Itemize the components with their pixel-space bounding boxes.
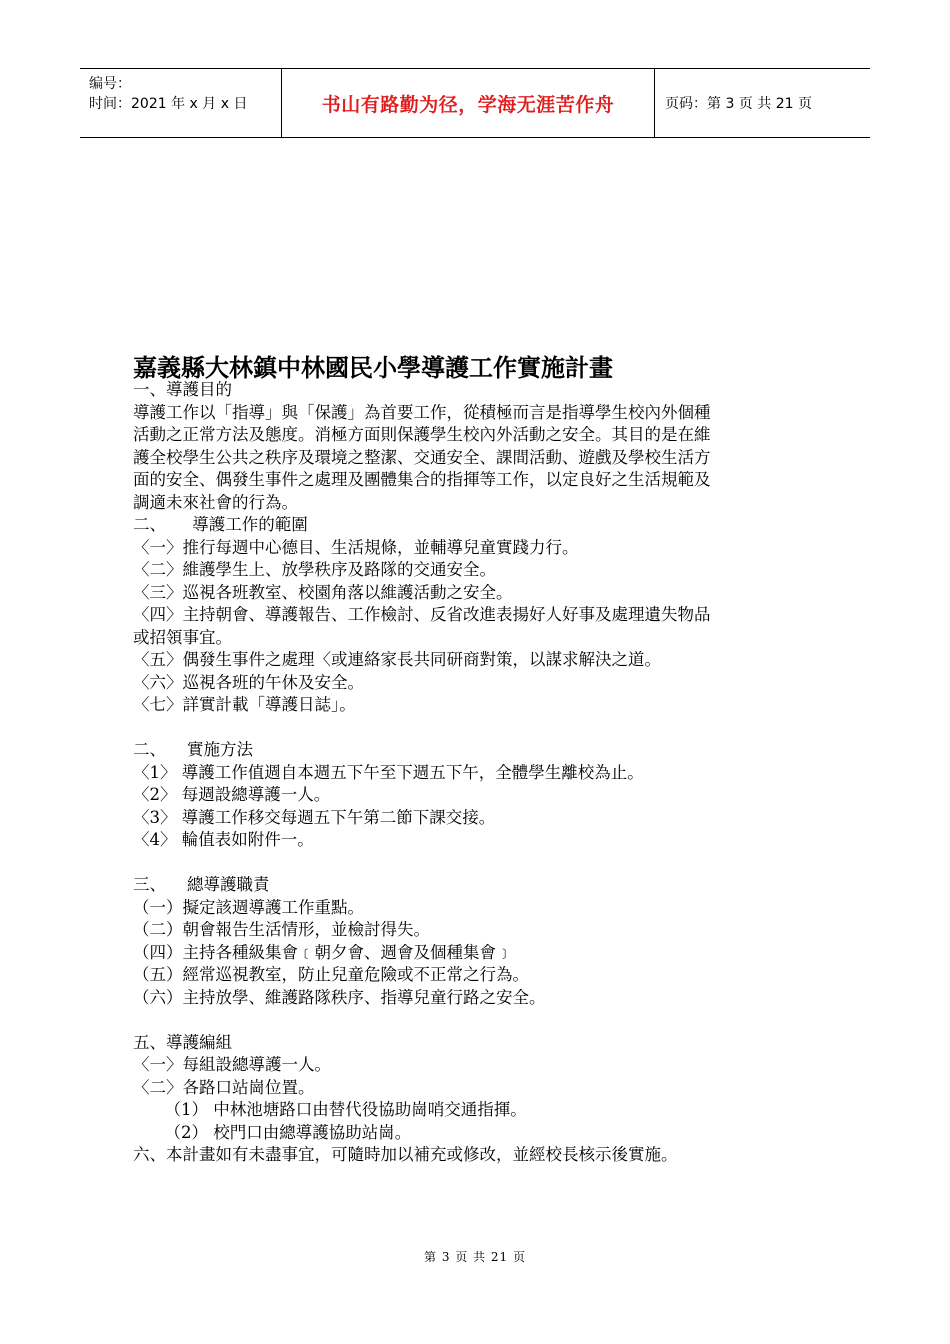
body-line: 二、 實施方法 xyxy=(133,740,253,759)
blank-line xyxy=(133,717,823,740)
header-page-info: 页码：第 3 页 共 21 页 xyxy=(665,96,812,112)
document-title: 嘉義縣大林鎮中林國民小學導護工作實施計畫 xyxy=(133,353,613,382)
body-line: 活動之正常方法及態度。消極方面則保護學生校內外活動之安全。其目的是在維 xyxy=(133,425,711,444)
body-line: 導護工作以「指導」與「保護」為首要工作，從積極而言是指導學生校內外個種 xyxy=(133,402,711,422)
body-line: 〈六〉巡視各班的午休及安全。 xyxy=(133,672,364,692)
body-line: 〈一〉每組設總導護一人。 xyxy=(133,1055,331,1074)
body-line: 〈七〉詳實計載「導護日誌」。 xyxy=(133,695,356,714)
body-line: 〈2〉 每週設總導護一人。 xyxy=(133,785,331,804)
body-line: （五）經常巡視教室，防止兒童危險或不正常之行為。 xyxy=(133,965,529,984)
body-line: （2） 校門口由總導護協助站崗。 xyxy=(133,1122,412,1142)
body-line: 一、導護目的 xyxy=(133,380,232,399)
body-line: 五、導護編組 xyxy=(133,1032,232,1052)
body-line: 〈二〉維護學生上、放學秩序及路隊的交通安全。 xyxy=(133,560,496,579)
body-line: 〈3〉 導護工作移交每週五下午第二節下課交接。 xyxy=(133,807,496,827)
body-line: 〈二〉各路口站崗位置。 xyxy=(133,1077,315,1097)
body-line: 〈四〉主持朝會、導護報告、工作檢討、反省改進表揚好人好事及處理遺失物品 xyxy=(133,605,711,624)
body-line: 〈一〉推行每週中心德目、生活規條，並輔導兒童實踐力行。 xyxy=(133,537,579,557)
document-body xyxy=(133,379,823,1167)
body-line: 六、本計畫如有未盡事宜，可隨時加以補充或修改，並經校長核示後實施。 xyxy=(133,1145,678,1164)
body-line: （1） 中林池塘路口由替代役協助崗哨交通指揮。 xyxy=(133,1100,527,1119)
body-line: 調適未來社會的行為。 xyxy=(133,492,298,512)
body-line: 或招領事宜。 xyxy=(133,627,232,647)
header-meta-cell xyxy=(80,69,282,137)
blank-line xyxy=(133,852,823,875)
page-header xyxy=(80,68,870,138)
header-page-cell xyxy=(655,69,870,137)
body-line: 〈4〉 輪值表如附件一。 xyxy=(133,830,314,849)
body-line: （四）主持各種級集會﹝朝夕會、週會及個種集會﹞ xyxy=(133,942,513,962)
body-line: 面的安全、偶發生事件之處理及團體集合的指揮等工作，以定良好之生活規範及 xyxy=(133,470,711,489)
body-line: （一）擬定該週導護工作重點。 xyxy=(133,897,364,917)
blank-line xyxy=(133,1009,823,1032)
body-line: 〈1〉 導護工作值週自本週五下午至下週五下午，全體學生離校為止。 xyxy=(133,762,644,782)
header-motto-cell xyxy=(282,69,655,137)
date-label: 时间：2021 年 x 月 x 日 xyxy=(89,96,248,112)
body-line: 〈三〉巡視各班教室、校園角落以維護活動之安全。 xyxy=(133,582,513,602)
body-line: 二、 導護工作的範圍 xyxy=(133,515,308,534)
page-footer: 第 3 页 共 21 页 xyxy=(424,1250,526,1264)
body-line: （二）朝會報告生活情形，並檢討得失。 xyxy=(133,920,430,939)
body-line: 三、 總導護職責 xyxy=(133,875,270,894)
motto-text: 书山有路勤为径，学海无涯苦作舟 xyxy=(321,93,615,116)
body-line: 護全校學生公共之秩序及環境之整潔、交通安全、課間活動、遊戲及學校生活方 xyxy=(133,447,711,467)
number-label: 编号： xyxy=(89,76,131,92)
body-line: （六）主持放學、維護路隊秩序、指導兒童行路之安全。 xyxy=(133,987,546,1007)
body-line: 〈五〉偶發生事件之處理〈或連絡家長共同研商對策，以謀求解決之道。 xyxy=(133,650,661,669)
